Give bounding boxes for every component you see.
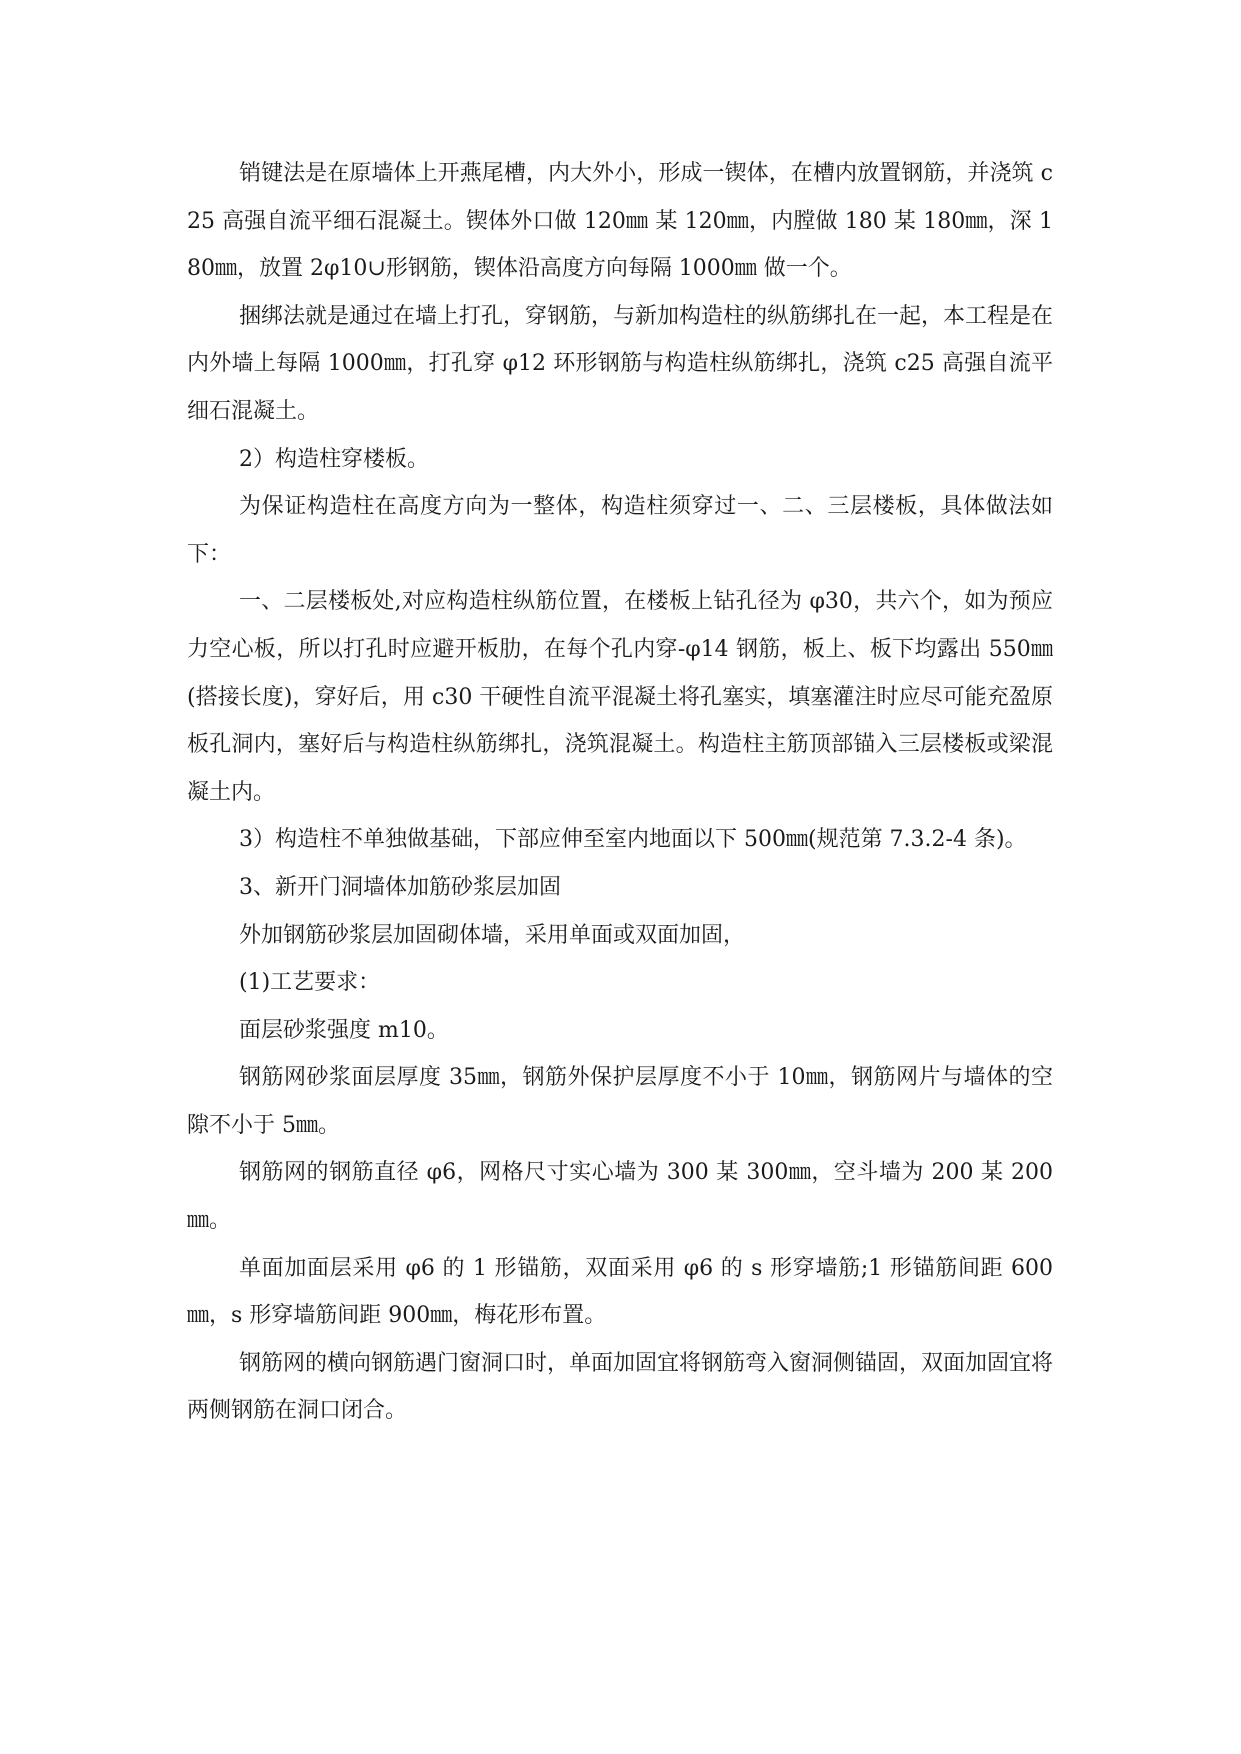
paragraph-dovetail-method: 销键法是在原墙体上开燕尾槽，内大外小，形成一锲体，在槽内放置钢筋，并浇筑 c25 高强自流平细石混凝土。锲体外口做 120㎜ 某 120㎜，内膛做 180 某 180㎜，深 180㎜，放置 2φ10∪形钢筋，锲体沿高度方向每隔 1000㎜ 做一个。 bbox=[187, 161, 1053, 282]
paragraph-binding-method: 捆绑法就是通过在墙上打孔，穿钢筋，与新加构造柱的纵筋绑扎在一起，本工程是在内外墙上每隔 1000㎜，打孔穿 φ12 环形钢筋与构造柱纵筋绑扎，浇筑 c25 高强自流平细石混凝土。 bbox=[187, 303, 1054, 424]
paragraph-mortar-strength: 面层砂浆强度 m10。 bbox=[239, 1017, 449, 1043]
paragraph-opening-treatment: 钢筋网的横向钢筋遇门窗洞口时，单面加固宜将钢筋弯入窗洞侧锚固，双面加固宜将两侧钢筋在洞口闭合。 bbox=[187, 1350, 1054, 1424]
subheading-process-requirements: (1)工艺要求： bbox=[239, 970, 381, 996]
paragraph-mortar-layer-reinforcement: 外加钢筋砂浆层加固砌体墙，采用单面或双面加固， bbox=[239, 922, 746, 948]
paragraph-mesh-diameter: 钢筋网的钢筋直径 φ6，网格尺寸实心墙为 300 某 300㎜，空斗墙为 200 某 200㎜。 bbox=[187, 1160, 1053, 1234]
section-heading-door-opening-reinforcement: 3、新开门洞墙体加筋砂浆层加固 bbox=[239, 874, 561, 900]
paragraph-no-separate-foundation: 3）构造柱不单独做基础，下部应伸至室内地面以下 500㎜(规范第 7.3.2-4 条)。 bbox=[239, 827, 1027, 853]
paragraph-anchor-bars: 单面加面层采用 φ6 的 1 形锚筋，双面采用 φ6 的 s 形穿墙筋;1 形锚筋间距 600㎜，s 形穿墙筋间距 900㎜，梅花形布置。 bbox=[187, 1255, 1053, 1329]
paragraph-mesh-thickness: 钢筋网砂浆面层厚度 35㎜，钢筋外保护层厚度不小于 10㎜，钢筋网片与墙体的空隙不小于 5㎜。 bbox=[187, 1065, 1053, 1138]
paragraph-slab-drilling: 一、二层楼板处,对应构造柱纵筋位置，在楼板上钻孔径为 φ30，共六个，如为预应力空心板，所以打孔时应避开板肋，在每个孔内穿-φ14 钢筋，板上、板下均露出 550㎜(搭接长度)，穿好后，用 c30 干硬性自流平混凝土将孔塞实，填塞灌注时应尽可能充盈原板孔洞内，塞好后与构造柱纵筋绑扎，浇筑混凝土。构造柱主筋顶部锚入三层楼板或梁混凝土内。 bbox=[187, 589, 1053, 805]
paragraph-heading-column-through-slab: 2）构造柱穿楼板。 bbox=[239, 446, 429, 472]
paragraph-column-integrity: 为保证构造柱在高度方向为一整体，构造柱须穿过一、二、三层楼板，具体做法如下： bbox=[187, 494, 1053, 567]
document-body bbox=[187, 150, 1053, 1435]
